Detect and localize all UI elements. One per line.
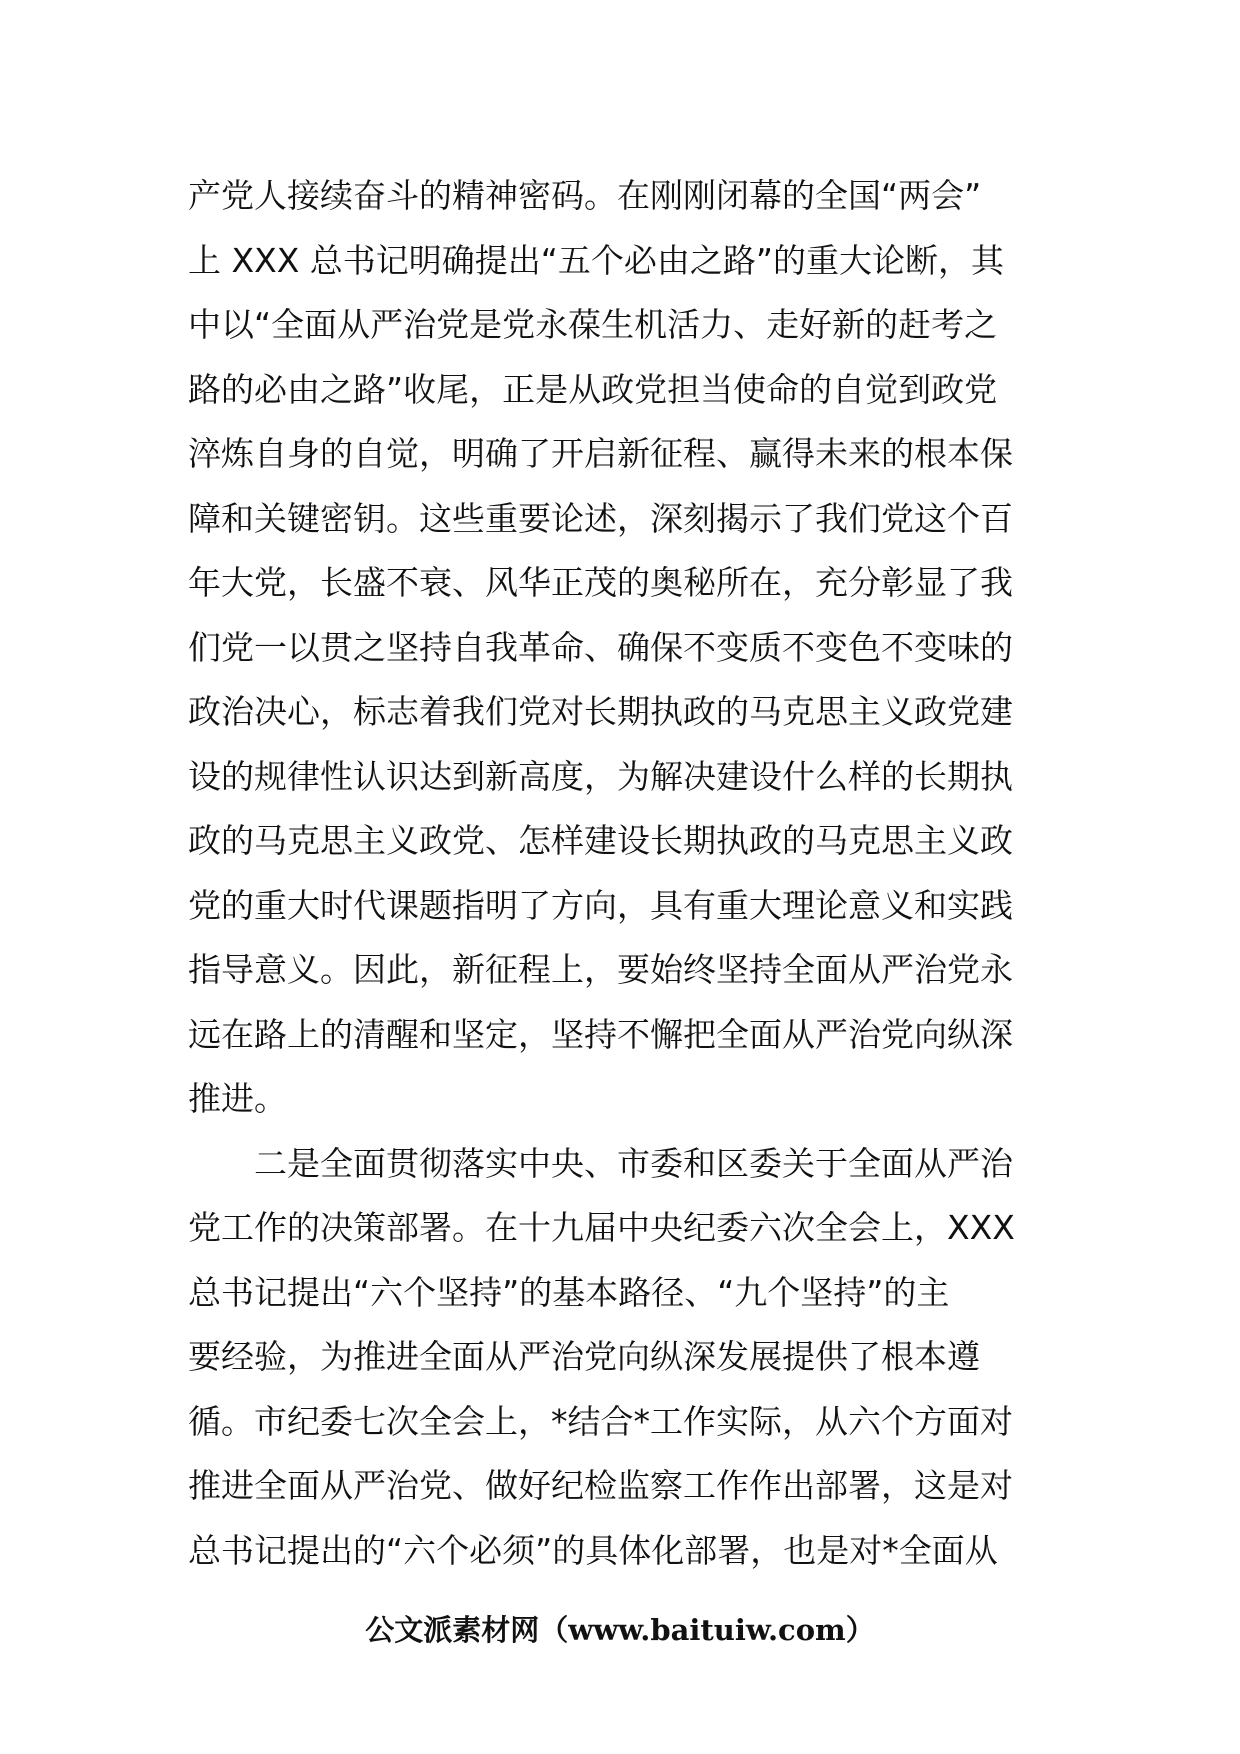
text-line: 循。市纪委七次全会上，*结合*工作实际，从六个方面对 xyxy=(188,1401,1013,1441)
text-line: 设的规律性认识达到新高度，为解决建设什么样的长期执 xyxy=(188,756,1013,796)
text-line: 路的必由之路”收尾，正是从政党担当使命的自觉到政党 xyxy=(188,369,998,409)
text-line: 政的马克思主义政党、怎样建设长期执政的马克思主义政 xyxy=(188,821,1013,860)
body-text xyxy=(188,164,1058,1583)
text-line: 政治决心，标志着我们党对长期执政的马克思主义政党建 xyxy=(188,692,1013,731)
text-line: 上 XXX 总书记明确提出“五个必由之路”的重大论断，其 xyxy=(188,240,1004,280)
text-line: 们党一以贯之坚持自我革命、确保不变质不变色不变味的 xyxy=(188,627,1013,667)
text-line: 要经验，为推进全面从严治党向纵深发展提供了根本遵 xyxy=(188,1337,980,1376)
text-line: 指导意义。因此，新征程上，要始终坚持全面从严治党永 xyxy=(188,950,1013,989)
text-line: 总书记提出的“六个必须”的具体化部署，也是对*全面从 xyxy=(188,1530,998,1570)
text-line: 党的重大时代课题指明了方向，具有重大理论意义和实践 xyxy=(188,885,1013,925)
text-line: 产党人接续奋斗的精神密码。在刚刚闭幕的全国“两会” xyxy=(188,176,982,215)
text-line: 党工作的决策部署。在十九届中央纪委六次全会上，XXX xyxy=(188,1208,1015,1247)
text-line: 远在路上的清醒和坚定，坚持不懈把全面从严治党向纵深 xyxy=(188,1014,1013,1054)
text-line: 总书记提出“六个坚持”的基本路径、“九个坚持”的主 xyxy=(188,1272,950,1312)
text-line: 障和关键密钥。这些重要论述，深刻揭示了我们党这个百 xyxy=(188,498,1013,538)
text-line: 年大党，长盛不衰、风华正茂的奥秘所在，充分彰显了我 xyxy=(188,563,1013,602)
text-line: 推进。 xyxy=(188,1079,287,1118)
text-line: 淬炼自身的自觉，明确了开启新征程、赢得未来的根本保 xyxy=(188,434,1013,473)
text-line: 二是全面贯彻落实中央、市委和区委关于全面从严治 xyxy=(188,1143,1013,1183)
page-footer: 公文派素材网（www.baituiw.com） xyxy=(365,1613,875,1647)
text-line: 推进全面从严治党、做好纪检监察工作作出部署，这是对 xyxy=(188,1466,1013,1505)
text-line: 中以“全面从严治党是党永葆生机活力、走好新的赶考之 xyxy=(188,305,998,344)
